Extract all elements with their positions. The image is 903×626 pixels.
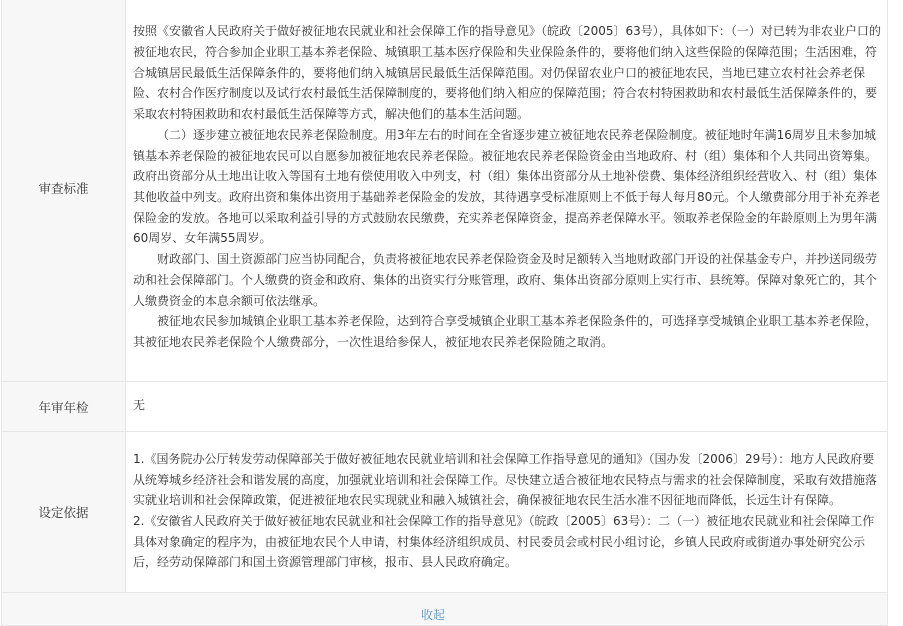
review-standard-content [126, 0, 888, 382]
review-paragraph-3: 财政部门、国土资源部门应当协同配合，负责将被征地农民养老保险资金及时足额转入当地财政部门开设的社保基金专户，并抄送同级劳动和社会保障部门。个人缴费的资金和政府、集体的出资实行分账管理，政府、集体出资部分原则上实行市、县统筹。保障对象死亡的，其个人缴费资金的本息余额可依法继承。 [133, 252, 878, 308]
row-label-review-standard: 审查标准 [2, 0, 126, 382]
row-label-annual-review: 年审年检 [2, 382, 126, 432]
table-row-annual-review [2, 382, 888, 432]
table-row-review-standard [2, 0, 888, 382]
legal-basis-item-1: 1.《国务院办公厅转发劳动保障部关于做好被征地农民就业培训和社会保障工作指导意见的通知》（国办发〔2006〕29号）：地方人民政府要从统筹城乡经济社会和谐发展的高度，加强就业培训和社会保障工作。尽快建立适合被征地农民特点与需求的社会保障制度，采取有效措施落实就业培训和社会保障政策，促进被征地农民实现就业和融入城镇社会，确保被征地农民生活水准不因征地而降低，长远生计有保障。 [133, 451, 878, 508]
collapse-link[interactable]: 收起 [421, 608, 446, 622]
row-label-legal-basis: 设定依据 [2, 432, 126, 593]
footer-cell [2, 593, 888, 626]
legal-basis-content [126, 432, 888, 593]
table-footer-row [2, 593, 888, 626]
info-table [1, 0, 888, 626]
annual-review-content [126, 382, 888, 432]
legal-basis-item-2: 2.《安徽省人民政府关于做好被征地农民就业和社会保障工作的指导意见》（皖政〔2005〕63号）：二（一）被征地农民就业和社会保障工作具体对象确定的程序为，由被征地农民个人申请，村集体经济组织成员、村民委员会或村民小组讨论，乡镇人民政府或街道办事处研究公示后，经劳动保障部门和国土资源管理部门审核，报市、县人民政府确定。 [133, 514, 875, 570]
review-paragraph-2: （二）逐步建立被征地农民养老保险制度。用3年左右的时间在全省逐步建立被征地农民养老保险制度。被征地时年满16周岁且未参加城镇基本养老保险的被征地农民可以自愿参加被征地农民养老保险。被征地农民养老保险资金由当地政府、村（组）集体和个人共同出资筹集。政府出资部分从土地出让收入等国有土地有偿使用收入中列支，村（组）集体出资部分从土地补偿费、集体经济组织经营收入、村（组）集体其他收益中列支。政府出资和集体出资用于基础养老保险金的发放，其待遇享受标准原则上不低于每人每月80元。个人缴费部分用于补充养老保险金的发放。各地可以采取利益引导的方式鼓励农民缴费，充实养老保障资金，提高养老保障水平。领取养老保险金的年龄原则上为男年满60周岁、女年满55周岁。 [133, 127, 881, 246]
review-paragraph-1: 按照《安徽省人民政府关于做好被征地农民就业和社会保障工作的指导意见》（皖政〔2005〕63号），具体如下：（一）对已转为非农业户口的被征地农民，符合参加企业职工基本养老保险、城镇职工基本医疗保险和失业保险条件的，要将他们纳入这些保险的保障范围；生活困难，符合城镇居民最低生活保障条件的，要将他们纳入城镇居民最低生活保障范围。对仍保留农业户口的被征地农民，当地已建立农村社会养老保险、农村合作医疗制度以及试行农村最低生活保障制度的，要将他们纳入相应的保障范围；符合农村特困救助和农村最低生活保障条件的，要采取农村特困救助和农村最低生活保障等方式，解决他们的基本生活问题。 [133, 24, 881, 122]
annual-review-value: 无 [133, 398, 146, 413]
table-row-legal-basis [2, 432, 888, 593]
review-paragraph-4: 被征地农民参加城镇企业职工基本养老保险，达到符合享受城镇企业职工基本养老保险条件的，可选择享受城镇企业职工基本养老保险，其被征地农民养老保险个人缴费部分，一次性退给参保人，被征地农民养老保险随之取消。 [133, 314, 878, 349]
